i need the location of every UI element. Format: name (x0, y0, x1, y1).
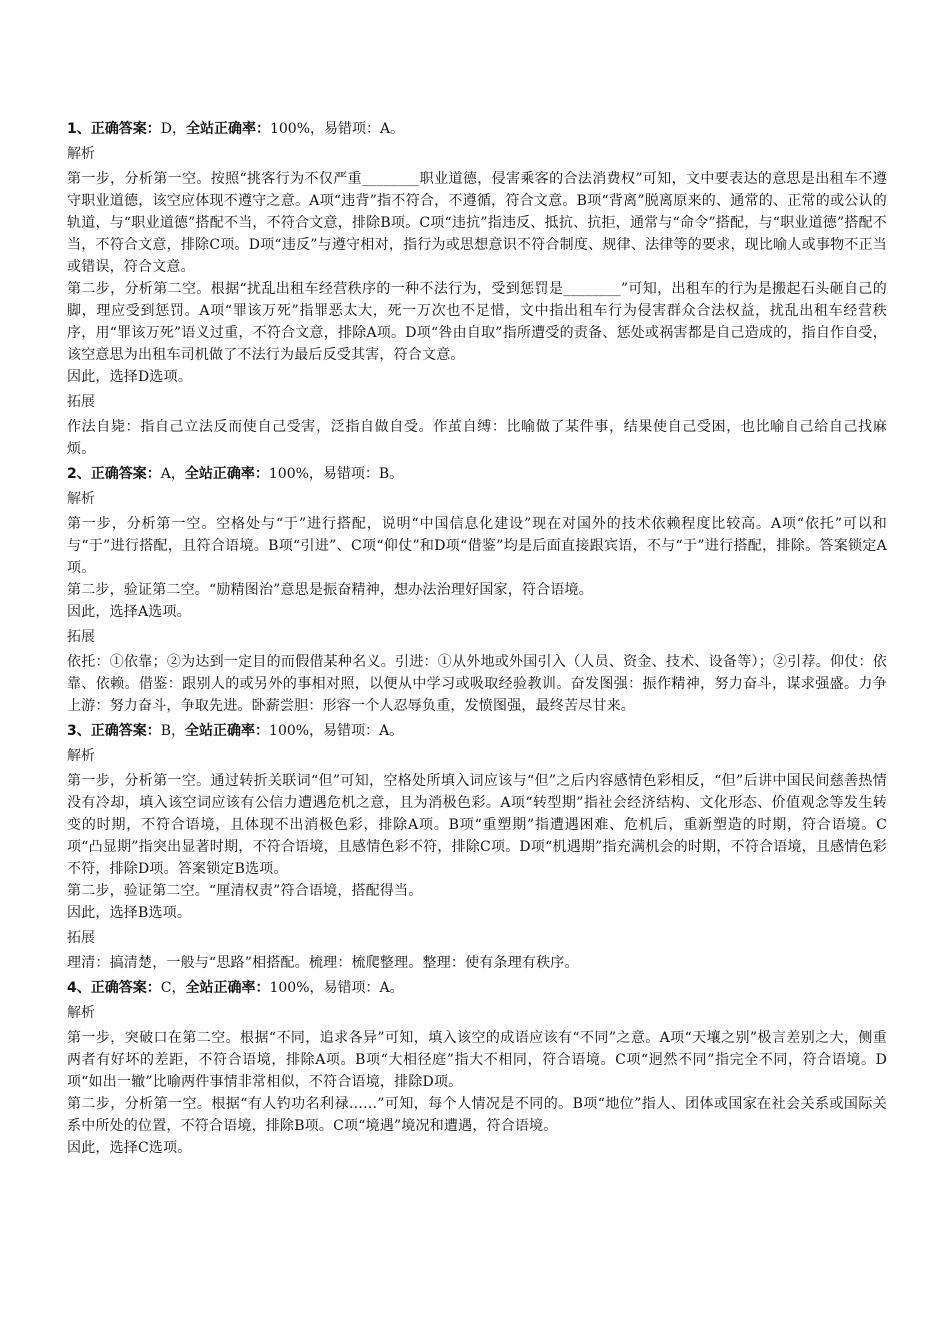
analysis-paragraph: 第二步，验证第二空。“厘清权责”符合语境，搭配得当。 (67, 883, 423, 899)
extension-text: 理清：搞清楚，一般与“思路”相搭配。梳理：梳爬整理。整理：使有条理有秩序。 (67, 955, 579, 971)
analysis-paragraph: 第一步，分析第一空。空格处与“于”进行搭配，说明“中国信息化建设”现在对国外的技术依赖程度比较高。A项“依托”可以和与“于”进行搭配，且符合语境。B项“引进”、C项“仰仗”和D项“借鉴”均是后面直接跟宾语，不与“于”进行搭配，排除。答案锁定A项。 (67, 516, 887, 576)
analysis-conclusion: 因此，选择A选项。 (67, 604, 191, 620)
analysis-paragraph: 第二步，分析第二空。根据“扰乱出租车经营秩序的一种不法行为，受到惩罚是________”可知，出租车的行为是搬起石头砸自己的脚，理应受到惩罚。A项“罪该万死”指罪恶太大，死一万次也不足惜，文中指出租车行为侵害群众合法权益，扰乱出租车经营秩序，用“罪该万死”语义过重，不符合文意，排除A项。D项“咎由自取”指所遭受的责备、惩处或祸害都是自己造成的，指自作自受，该空意思为出租车司机做了不法行为最后反受其害，符合文意。 (67, 281, 887, 363)
correct-answer-label: 正确答案： (90, 121, 161, 137)
analysis-conclusion: 因此，选择C选项。 (67, 1140, 192, 1156)
question-3 (67, 720, 887, 974)
extension-label: 拓展 (67, 394, 95, 410)
accuracy-value: 100%，易错项：B。 (268, 466, 404, 482)
correct-answer-value: A， (160, 466, 185, 482)
correct-answer-value: B， (160, 723, 186, 739)
correct-answer-label: 正确答案： (90, 980, 161, 996)
answer-header (67, 118, 887, 140)
question-number: 1、 (67, 121, 91, 137)
analysis-label: 解析 (67, 748, 95, 764)
analysis-paragraph: 第二步，分析第一空。根据“有人钓功名利禄……”可知，每个人情况是不同的。B项“地位”指人、团体或国家在社会关系或国际关系中所处的位置，不符合语境，排除B项。C项“境遇”境况和遭遇，符合语境。 (67, 1096, 887, 1134)
accuracy-label: 全站正确率： (185, 723, 270, 739)
question-number: 4、 (67, 980, 91, 996)
correct-answer-label: 正确答案： (90, 466, 161, 482)
accuracy-label: 全站正确率： (184, 466, 269, 482)
extension-text: 作法自毙：指自己立法反而使自己受害，泛指自做自受。作茧自缚：比喻做了某件事，结果使自己受困，也比喻自己给自己找麻烦。 (67, 419, 887, 457)
answer-header (67, 977, 887, 999)
question-number: 3、 (67, 723, 91, 739)
analysis-conclusion: 因此，选择B选项。 (67, 905, 192, 921)
analysis-conclusion: 因此，选择D选项。 (67, 369, 193, 385)
extension-text: 依托：①依靠；②为达到一定目的而假借某种名义。引进：①从外地或外国引入（人员、资金、技术、设备等）；②引荐。仰仗：依靠、依赖。借鉴：跟别人的或另外的事相对照，以便从中学习或吸取经验教训。奋发图强：振作精神，努力奋斗，谋求强盛。力争上游：努力奋斗，争取先进。卧薪尝胆：形容一个人忍辱负重，发愤图强，最终苦尽甘来。 (67, 654, 887, 714)
correct-answer-label: 正确答案： (90, 723, 161, 739)
analysis-label: 解析 (67, 146, 95, 162)
extension-label: 拓展 (67, 930, 95, 946)
accuracy-value: 100%，易错项：A。 (269, 723, 404, 739)
analysis-paragraph: 第一步，分析第一空。按照“挑客行为不仅严重________职业道德，侵害乘客的合法消费权”可知，文中要表达的意思是出租车不遵守职业道德，该空应体现不遵守之意。A项“违背”指不符合，不遵循，符合文意。B项“背离”脱离原来的、通常的、正常的或公认的轨道，与“职业道德”搭配不当，不符合文意，排除B项。C项“违抗”指违反、抵抗、抗拒，通常与“命令”搭配，与“职业道德”搭配不当，不符合文意，排除C项。D项“违反”与遵守相对，指行为或思想意识不符合制度、规律、法律等的要求，现比喻人或事物不正当或错误，符合文意。 (67, 171, 887, 275)
accuracy-label: 全站正确率： (185, 121, 270, 137)
question-number: 2、 (67, 466, 91, 482)
analysis-paragraph: 第二步，验证第二空。“励精图治”意思是振奋精神，想办法治理好国家，符合语境。 (67, 582, 593, 598)
question-1 (67, 118, 887, 460)
answer-document (67, 118, 887, 1162)
question-4 (67, 977, 887, 1159)
accuracy-value: 100%，易错项：A。 (269, 980, 404, 996)
correct-answer-value: C， (160, 980, 186, 996)
extension-label: 拓展 (67, 629, 95, 645)
correct-answer-value: D， (160, 121, 186, 137)
question-2 (67, 463, 887, 717)
answer-header (67, 720, 887, 742)
answer-header (67, 463, 887, 485)
accuracy-label: 全站正确率： (185, 980, 270, 996)
accuracy-value: 100%，易错项：A。 (269, 121, 405, 137)
analysis-paragraph: 第一步，突破口在第二空。根据“不同，追求各异”可知，填入该空的成语应该有“不同”之意。A项“天壤之别”极言差别之大，侧重两者有好坏的差距，不符合语境，排除A项。B项“大相径庭”指大不相同，符合语境。C项“迥然不同”指完全不同，符合语境。D项“如出一辙”比喻两件事情非常相似，不符合语境，排除D项。 (67, 1030, 887, 1090)
analysis-label: 解析 (67, 491, 95, 507)
analysis-paragraph: 第一步，分析第一空。通过转折关联词“但”可知，空格处所填入词应该与“但”之后内容感情色彩相反，“但”后讲中国民间慈善热情没有冷却，填入该空词应该有公信力遭遇危机之意，且为消极色彩。A项“转型期”指社会经济结构、文化形态、价值观念等发生转变的时期，不符合语境，且体现不出消极色彩，排除A项。B项“重塑期”指遭遇困难、危机后，重新塑造的时期，符合语境。C项“凸显期”指突出显著时期，不符合语境，且感情色彩不符，排除C项。D项“机遇期”指充满机会的时期，不符合语境，且感情色彩不符，排除D项。答案锁定B选项。 (67, 773, 887, 877)
analysis-label: 解析 (67, 1005, 95, 1021)
